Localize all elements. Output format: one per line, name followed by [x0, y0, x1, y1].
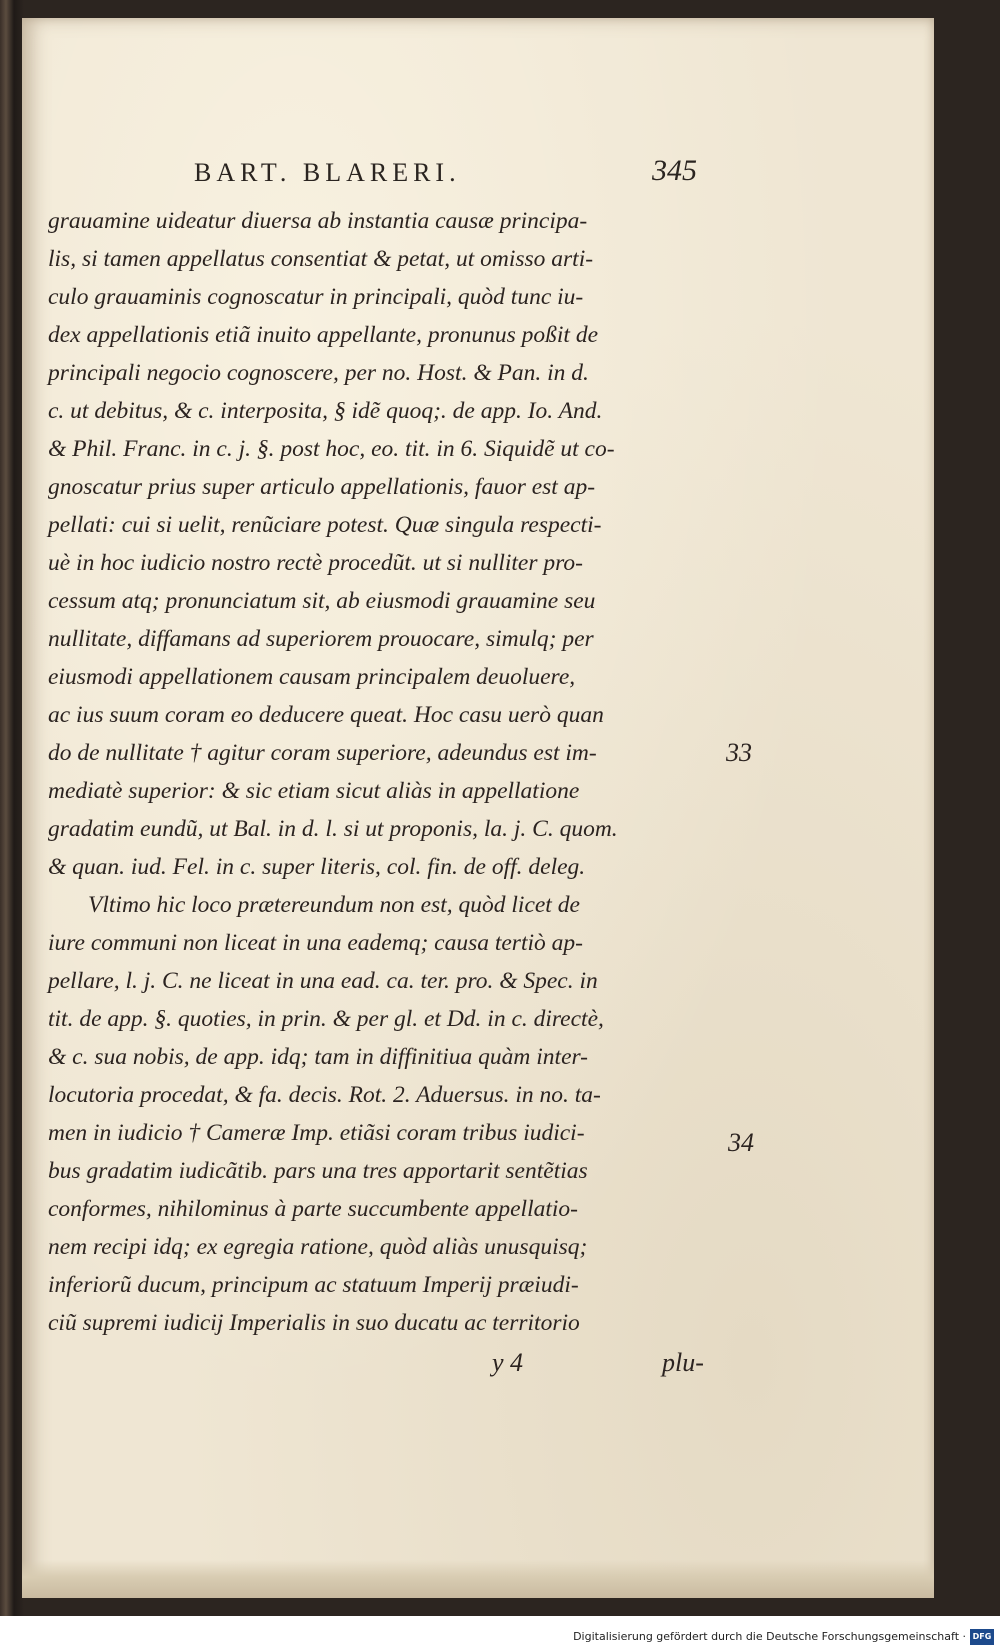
text-line: & Phil. Franc. in c. j. §. post hoc, eo. tit. in 6. Siquidẽ ut co- [48, 436, 615, 462]
margin-note-33: 33 [726, 738, 752, 767]
catchword: plu- [662, 1348, 704, 1377]
text-line: & quan. iud. Fel. in c. super literis, col. fin. de off. deleg. [48, 854, 586, 880]
paragraph-start-line: Vltimo hic loco prætereundum non est, quòd licet de [88, 892, 580, 918]
signature-mark: y 4 [492, 1348, 524, 1377]
margin-note-34: 34 [728, 1128, 754, 1157]
text-line: bus gradatim iudicãtib. pars una tres apportarit sentẽtias [48, 1158, 588, 1184]
text-line: pellati: cui si uelit, renũciare potest. Quæ singula respecti- [48, 512, 602, 538]
text-line: inferiorũ ducum, principum ac statuum Imperij præiudi- [48, 1272, 579, 1298]
text-line: ciũ supremi iudicij Imperialis in suo ducatu ac territorio [48, 1310, 580, 1336]
running-header [22, 154, 934, 192]
text-line: iure communi non liceat in una eademq; causa tertiò ap- [48, 930, 583, 956]
text-line: lis, si tamen appellatus consentiat & petat, ut omisso arti- [48, 246, 594, 272]
body-text [48, 202, 720, 1342]
credit-text: Digitalisierung gefördert durch die Deutsche Forschungsgemeinschaft · [573, 1630, 966, 1643]
text-line: principali negocio cognoscere, per no. Host. & Pan. in d. [48, 360, 589, 386]
text-line: & c. sua nobis, de app. idq; tam in diffinitiua quàm inter- [48, 1044, 589, 1070]
text-line: nullitate, diffamans ad superiorem prouocare, simulq; per [48, 626, 594, 652]
page-bottom-edge [22, 1560, 934, 1598]
text-line: men in iudicio † Cameræ Imp. etiãsi coram tribus iudici- [48, 1120, 585, 1146]
text-line: c. ut debitus, & c. interposita, § idẽ quoq;. de app. Io. And. [48, 398, 603, 424]
dfg-logo-icon: DFG [970, 1629, 994, 1645]
page-number: 345 [652, 154, 697, 187]
book-page [22, 18, 934, 1598]
text-line: uè in hoc iudicio nostro rectè procedũt. ut si nulliter pro- [48, 550, 583, 576]
text-line: gnoscatur prius super articulo appellationis, fauor est ap- [48, 474, 596, 500]
text-line: gradatim eundũ, ut Bal. in d. l. si ut proponis, la. j. C. quom. [48, 816, 618, 842]
text-line: mediatè superior: & sic etiam sicut aliàs in appellatione [48, 778, 580, 804]
text-line: ac ius suum coram eo deducere queat. Hoc casu uerò quan [48, 702, 604, 728]
text-line: nem recipi idq; ex egregia ratione, quòd aliàs unusquisq; [48, 1234, 588, 1260]
text-line: locutoria procedat, & fa. decis. Rot. 2. Aduersus. in no. ta- [48, 1082, 601, 1108]
text-line: tit. de app. §. quoties, in prin. & per gl. et Dd. in c. directè, [48, 1006, 604, 1032]
text-line: culo grauaminis cognoscatur in principali, quòd tunc iu- [48, 284, 584, 310]
text-line: eiusmodi appellationem causam principalem deuoluere, [48, 664, 576, 690]
credit-footer [0, 1616, 1000, 1652]
text-line: do de nullitate † agitur coram superiore, adeundus est im- [48, 740, 597, 766]
text-line: cessum atq; pronunciatum sit, ab eiusmodi grauamine seu [48, 588, 596, 614]
running-title: BART. BLARERI. [194, 158, 461, 187]
text-line: conformes, nihilominus à parte succumbente appellatio- [48, 1196, 578, 1222]
text-line: dex appellationis etiã inuito appellante, pronunus poßit de [48, 322, 599, 348]
text-line: grauamine uideatur diuersa ab instantia causæ principa- [48, 208, 588, 234]
text-line: pellare, l. j. C. ne liceat in una ead. ca. ter. pro. & Spec. in [48, 968, 598, 994]
